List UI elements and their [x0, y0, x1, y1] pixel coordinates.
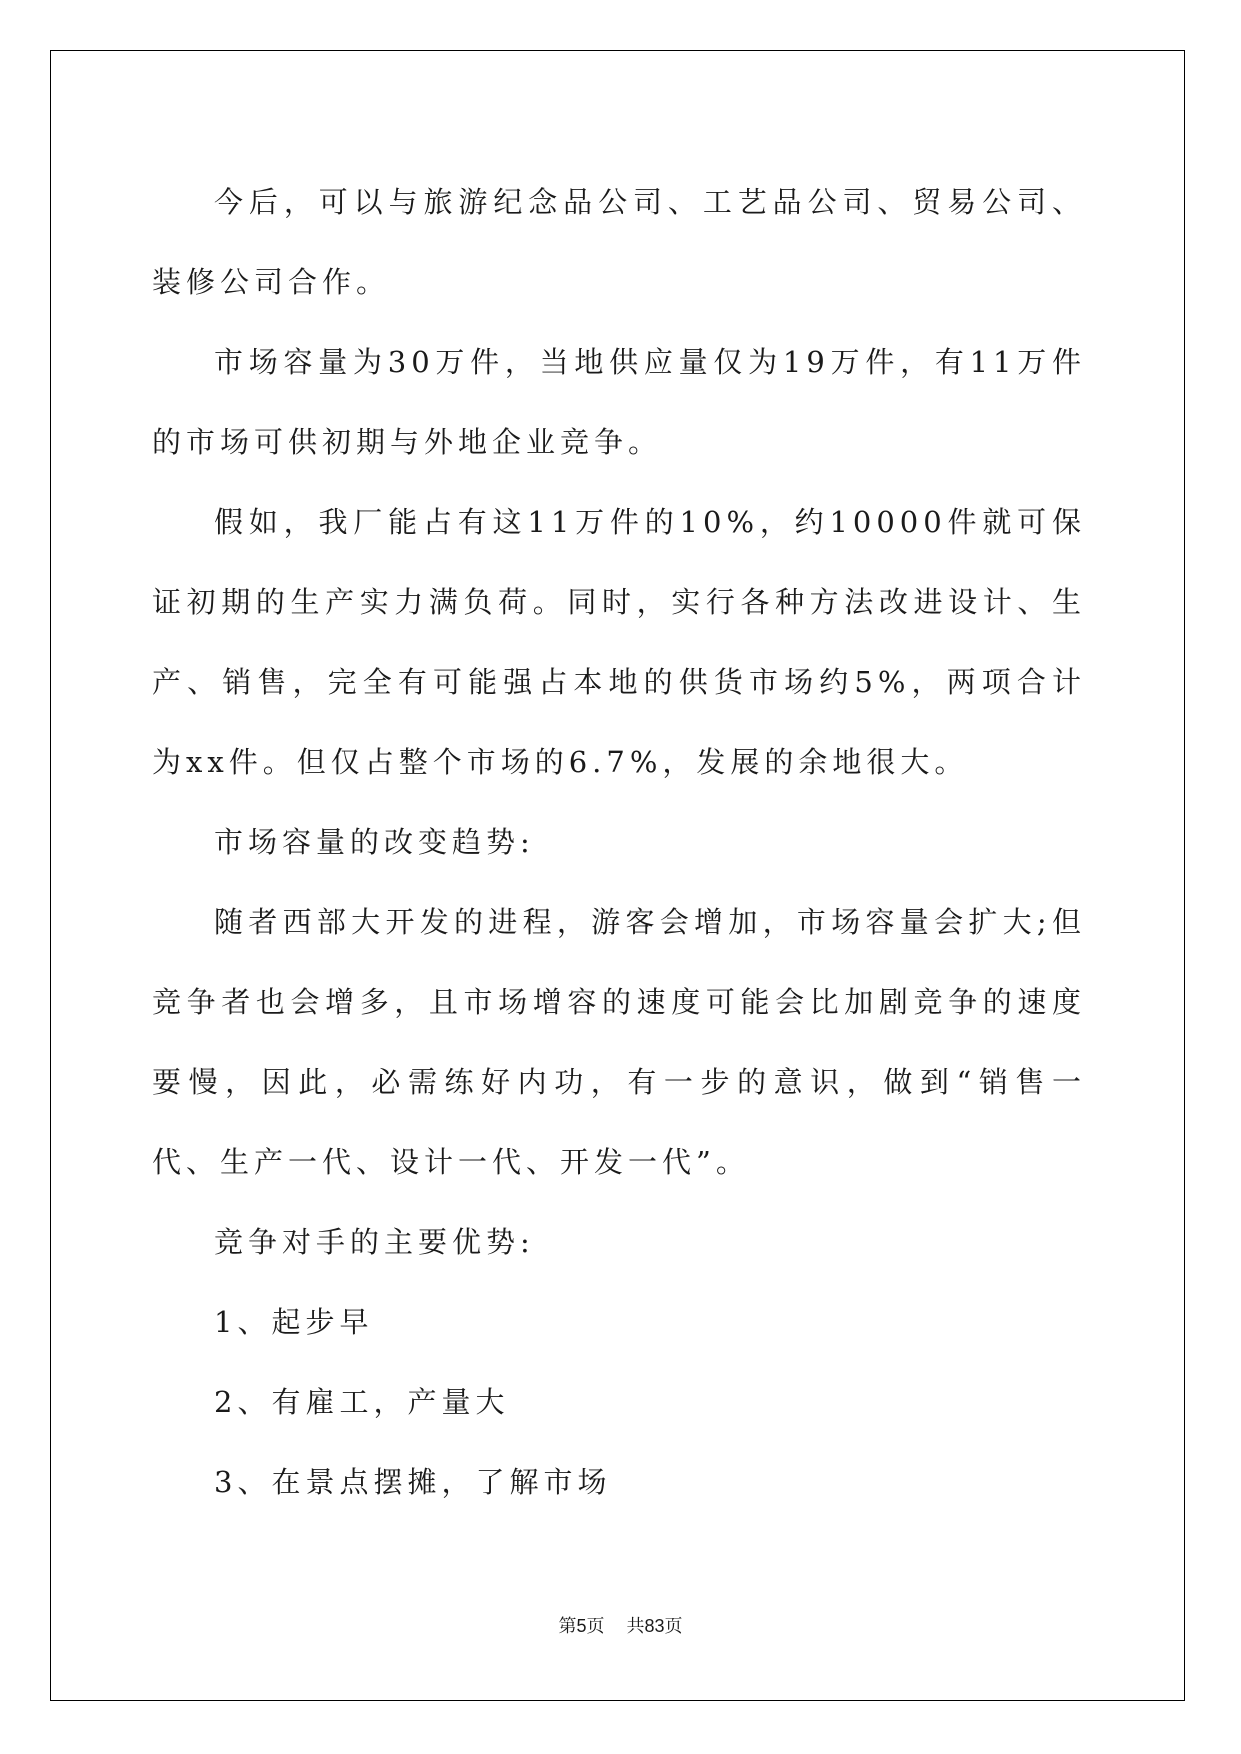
footer-total-prefix: 共	[626, 1616, 645, 1637]
list-item-scenic-stalls: 3、在景点摆摊，了解市场	[214, 1465, 612, 1499]
paragraph-market-capacity: 市场容量为30万件，当地供应量仅为19万件，有11万件的市场可供初期与外地企业竞争。	[152, 345, 1086, 459]
footer-page-prefix: 第	[558, 1616, 577, 1637]
footer-page-current: 5	[576, 1616, 587, 1636]
heading-competitor-advantages: 竞争对手的主要优势:	[214, 1225, 535, 1259]
paragraph-market-share: 假如，我厂能占有这11万件的10%，约10000件就可保证初期的生产实力满负荷。同时，实行各种方法改进设计、生产、销售，完全有可能强占本地的供货市场约5%，两项合计为xx件。但仅占整个市场的6.7%，发展的余地很大。	[152, 505, 1086, 779]
list-item-employees-output: 2、有雇工，产量大	[214, 1385, 510, 1419]
document-body	[152, 162, 1086, 1522]
paragraph-trend-detail: 随者西部大开发的进程，游客会增加，市场容量会扩大;但竞争者也会增多，且市场增容的速度可能会比加剧竞争的速度要慢，因此，必需练好内功，有一步的意识，做到“销售一代、生产一代、设计一代、开发一代”。	[152, 905, 1086, 1179]
footer-total-unit: 页	[664, 1616, 683, 1637]
page-footer	[0, 1614, 1241, 1639]
heading-capacity-trend: 市场容量的改变趋势:	[214, 825, 535, 859]
list-item-early-start: 1、起步早	[214, 1305, 374, 1339]
footer-page-total: 83	[644, 1616, 665, 1636]
paragraph-partners: 今后，可以与旅游纪念品公司、工艺品公司、贸易公司、装修公司合作。	[152, 185, 1086, 299]
footer-page-unit: 页	[586, 1616, 605, 1637]
